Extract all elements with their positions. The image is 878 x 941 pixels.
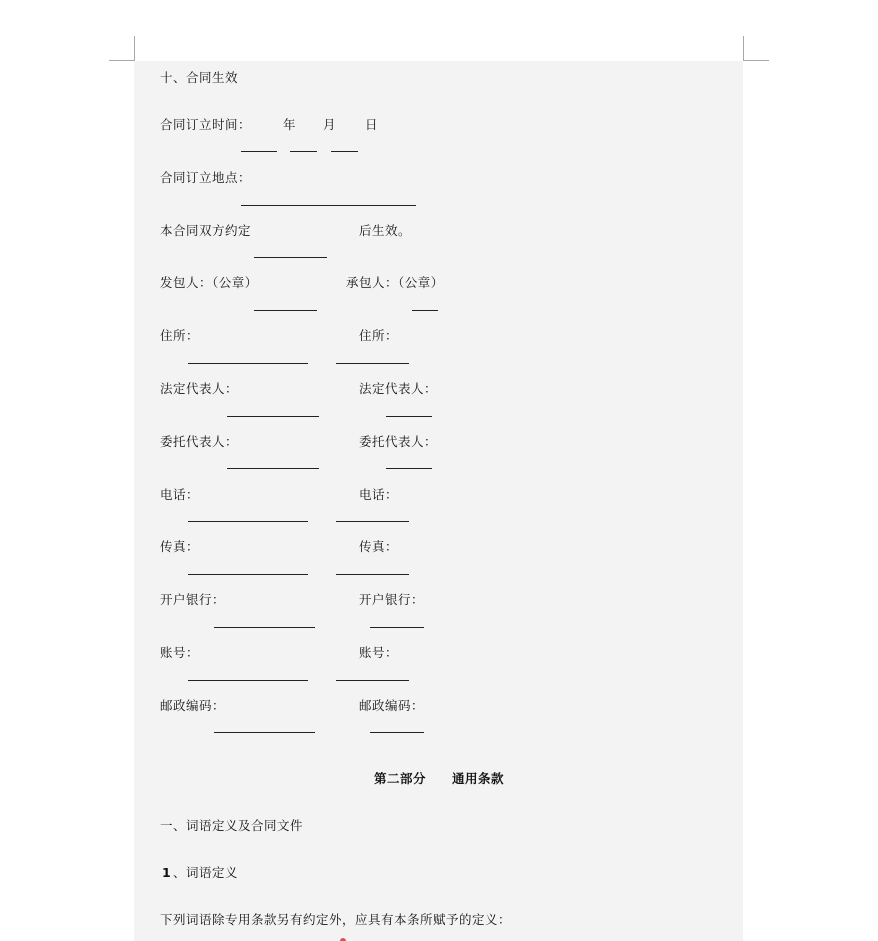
contractor-address-label: 住所：: [359, 328, 399, 343]
crop-mark-left-vertical: [134, 36, 135, 61]
effect-condition-blank: [254, 257, 327, 258]
day-label: 日: [365, 117, 379, 132]
employer-bank-blank: [214, 627, 315, 628]
crop-mark-left-horizontal: [109, 60, 134, 61]
employer-account-label: 账号：: [160, 645, 200, 660]
employer-phone-blank: [188, 521, 308, 522]
contractor-account-label: 账号：: [359, 645, 399, 660]
contractor-seal-label: 承包人：（公章）: [346, 275, 444, 290]
employer-address-label: 住所：: [160, 328, 200, 343]
employer-legal-rep-label: 法定代表人：: [160, 381, 239, 396]
contractor-bank-label: 开户银行：: [359, 592, 425, 607]
section-10-heading: 十、合同生效: [160, 70, 239, 85]
year-label: 年: [283, 117, 297, 132]
part-2-subtitle: 通用条款: [452, 771, 505, 786]
item-1-title: 、词语定义: [173, 865, 239, 880]
contractor-agent-rep-label: 委托代表人：: [359, 434, 438, 449]
sign-place-blank: [241, 205, 416, 206]
crop-mark-right-vertical: [743, 36, 744, 61]
document-page: [134, 61, 743, 941]
employer-agent-rep-blank: [227, 468, 319, 469]
day-blank: [331, 151, 358, 152]
definition-intro: 下列词语除专用条款另有约定外，应具有本条所赋予的定义：: [160, 912, 512, 927]
employer-postcode-label: 邮政编码：: [160, 698, 226, 713]
effect-prefix: 本合同双方约定: [160, 223, 252, 238]
part-2-title: 第二部分: [374, 771, 427, 786]
employer-phone-label: 电话：: [160, 487, 200, 502]
employer-seal-blank: [254, 310, 317, 311]
contractor-phone-label: 电话：: [359, 487, 399, 502]
employer-fax-label: 传真：: [160, 539, 200, 554]
contractor-fax-blank: [336, 574, 409, 575]
crop-mark-right-horizontal: [744, 60, 769, 61]
contractor-address-blank: [336, 363, 409, 364]
sign-time-label: 合同订立时间：: [160, 117, 252, 132]
year-blank: [241, 151, 277, 152]
contractor-bank-blank: [370, 627, 424, 628]
contractor-postcode-label: 邮政编码：: [359, 698, 425, 713]
contractor-fax-label: 传真：: [359, 539, 399, 554]
contractor-agent-rep-blank: [386, 468, 432, 469]
contractor-phone-blank: [336, 521, 409, 522]
employer-postcode-blank: [214, 732, 315, 733]
contractor-seal-blank: [412, 310, 438, 311]
employer-agent-rep-label: 委托代表人：: [160, 434, 239, 449]
contractor-postcode-blank: [370, 732, 424, 733]
section-1-heading: 一、词语定义及合同文件: [160, 818, 304, 833]
contractor-account-blank: [336, 680, 409, 681]
sign-place-label: 合同订立地点：: [160, 170, 252, 185]
month-label: 月: [323, 117, 337, 132]
employer-fax-blank: [188, 574, 308, 575]
employer-address-blank: [188, 363, 308, 364]
contractor-legal-rep-blank: [386, 416, 432, 417]
employer-bank-label: 开户银行：: [160, 592, 226, 607]
employer-legal-rep-blank: [227, 416, 319, 417]
contractor-legal-rep-label: 法定代表人：: [359, 381, 438, 396]
item-1-number: 1: [162, 865, 172, 880]
effect-suffix: 后生效。: [359, 223, 412, 238]
employer-seal-label: 发包人：（公章）: [160, 275, 258, 290]
employer-account-blank: [188, 680, 308, 681]
month-blank: [290, 151, 317, 152]
